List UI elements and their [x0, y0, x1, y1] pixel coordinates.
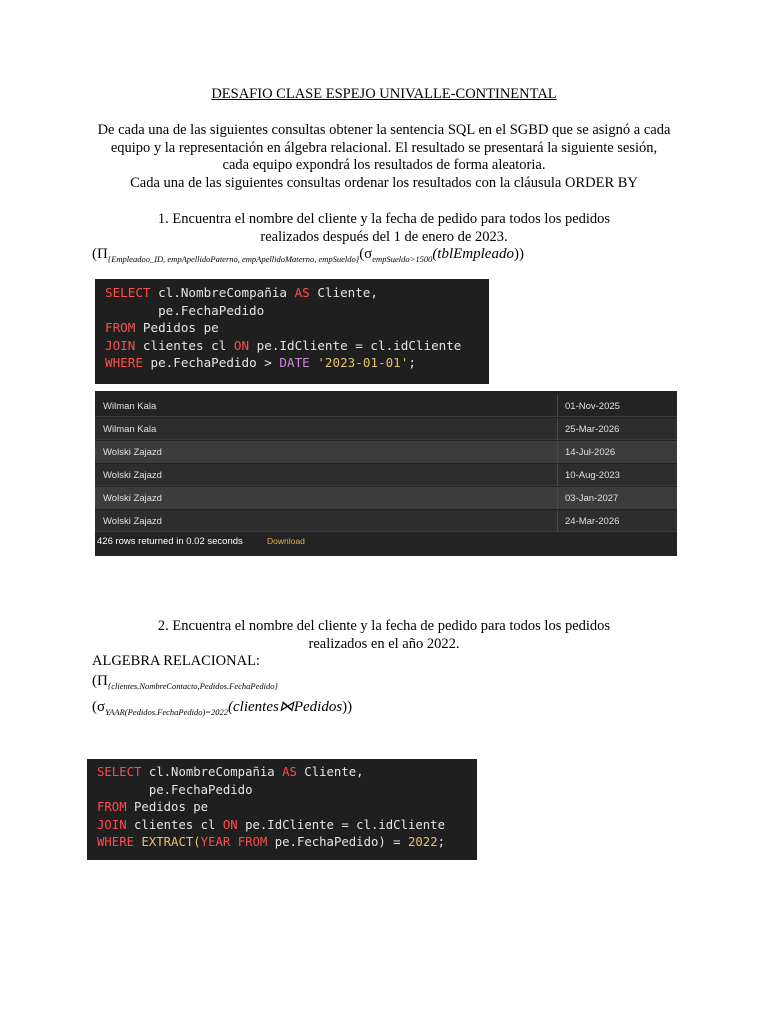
code-line — [97, 764, 467, 782]
relation-join: (clientes⋈Pedidos — [228, 699, 343, 715]
sql-code-block-2 — [87, 759, 477, 860]
code-text: ; — [408, 355, 416, 371]
cell-cliente: Wolski Zajazd — [103, 447, 162, 458]
keyword: JOIN — [97, 817, 127, 832]
table-row[interactable] — [95, 510, 677, 532]
cell-fecha: 25-Mar-2026 — [565, 424, 620, 435]
question-1-algebra — [92, 246, 524, 263]
question-2-projection — [92, 673, 278, 690]
cell-fecha: 03-Jan-2027 — [565, 493, 619, 504]
keyword-date: DATE — [279, 355, 310, 371]
code-text: pe.IdCliente = cl.idCliente — [249, 337, 462, 353]
string-literal: '2023-01-01' — [317, 355, 409, 371]
number-literal: 2022 — [408, 835, 438, 850]
code-text — [230, 835, 237, 849]
code-text: Pedidos pe — [126, 800, 209, 815]
column-divider — [557, 510, 558, 532]
algebra-close: )) — [342, 699, 353, 715]
function-name: EXTRACT( — [141, 835, 201, 850]
cell-fecha: 14-Jul-2026 — [565, 447, 616, 458]
keyword: FROM — [105, 320, 136, 336]
question-2 — [60, 618, 708, 653]
rows-returned-status: 426 rows returned in 0.02 seconds — [97, 536, 243, 547]
table-row[interactable] — [95, 487, 677, 509]
cell-cliente: Wilman Kala — [103, 424, 157, 435]
code-line — [105, 284, 479, 302]
algebra-label: ALGEBRA RELACIONAL: — [92, 653, 260, 669]
keyword: WHERE — [105, 355, 143, 371]
instructions-line: De cada una de las siguientes consultas obtener la sentencia SQL en el SGBD que se asignó a cada — [97, 122, 671, 138]
sigma-open: (σ — [359, 246, 373, 262]
column-divider — [557, 395, 558, 417]
instructions-paragraph — [60, 122, 708, 192]
cell-fecha: 10-Aug-2023 — [565, 470, 620, 481]
code-line — [105, 354, 479, 372]
table-row[interactable] — [95, 464, 677, 486]
code-text: clientes cl — [126, 817, 223, 832]
cell-cliente: Wilman Kala — [103, 401, 157, 412]
instructions-line: cada equipo expondrá los resultados de forma aleatoria. — [222, 157, 546, 173]
question-2-line: 2. Encuentra el nombre del cliente y la fecha de pedido para todos los pedidos — [157, 618, 611, 634]
table-row[interactable] — [95, 395, 677, 417]
column-divider — [557, 418, 558, 440]
question-2-selection — [92, 697, 352, 716]
keyword: YEAR — [200, 835, 231, 850]
sigma-open: (σ — [92, 699, 106, 715]
sql-code-block-1 — [95, 279, 489, 384]
cell-cliente: Wolski Zajazd — [103, 470, 162, 481]
keyword: ON — [222, 817, 238, 832]
algebra-open: (Π — [92, 673, 108, 689]
column-divider — [557, 487, 558, 509]
algebra-open: (Π — [92, 246, 108, 262]
code-text: Pedidos pe — [135, 320, 219, 336]
question-1 — [60, 211, 708, 246]
code-text: Cliente, — [309, 285, 378, 300]
keyword: AS — [294, 285, 310, 300]
keyword: FROM — [237, 835, 268, 850]
keyword: FROM — [97, 800, 127, 815]
download-link[interactable]: Download — [267, 536, 305, 546]
code-line: pe.FechaPedido — [97, 782, 253, 797]
question-1-line: 1. Encuentra el nombre del cliente y la fecha de pedido para todos los pedidos — [157, 211, 611, 227]
code-line — [97, 817, 467, 835]
keyword: SELECT — [97, 765, 142, 779]
selection-condition: empSueldo>1500 — [372, 254, 433, 264]
code-text: cl.NombreCompañia — [141, 765, 283, 779]
projection-attributes: {clientes.NombreContacto,Pedidos.FechaPedido} — [107, 681, 278, 691]
query-result-table — [95, 391, 677, 556]
algebra-close: )) — [513, 246, 524, 262]
table-row[interactable] — [95, 418, 677, 440]
question-2-line: realizados en el año 2022. — [308, 635, 460, 652]
code-text: cl.NombreCompañia — [150, 285, 295, 300]
code-line: pe.FechaPedido — [105, 302, 265, 318]
cell-cliente: Wolski Zajazd — [103, 516, 162, 527]
code-text: pe.IdCliente = cl.idCliente — [237, 817, 445, 832]
cell-cliente: Wolski Zajazd — [103, 493, 162, 504]
code-line — [97, 834, 467, 852]
keyword: SELECT — [105, 285, 151, 300]
keyword: JOIN — [105, 337, 136, 353]
code-line — [105, 337, 479, 355]
instructions-line: equipo y la representación en álgebra relacional. El resultado se presentará la siguiente sesión, — [110, 139, 658, 156]
keyword: ON — [233, 337, 250, 353]
code-text: pe.FechaPedido > — [142, 355, 280, 371]
question-1-line: realizados después del 1 de enero de 2023. — [260, 228, 508, 245]
cell-fecha: 24-Mar-2026 — [565, 516, 620, 527]
keyword: WHERE — [97, 835, 135, 850]
column-divider — [557, 464, 558, 486]
code-text: ; — [437, 835, 446, 850]
code-text: Cliente, — [296, 765, 364, 779]
keyword: AS — [282, 765, 297, 779]
selection-condition: YAAR(Pedidos.FechaPedido)=2022 — [105, 707, 229, 717]
code-text: clientes cl — [135, 337, 234, 353]
cell-fecha: 01-Nov-2025 — [565, 401, 620, 412]
code-line — [97, 799, 467, 817]
projection-attributes: {Empleadoo_ID, empApellidoPaterno, empApellidoMaterno, empSueldo} — [107, 254, 360, 264]
instructions-line: Cada una de las siguientes consultas ordenar los resultados con la cláusula ORDER BY — [130, 174, 638, 191]
document-title: DESAFIO CLASE ESPEJO UNIVALLE-CONTINENTAL — [211, 86, 557, 102]
code-line — [105, 319, 479, 337]
table-row[interactable] — [95, 441, 677, 463]
relation-name: (tblEmpleado — [432, 246, 514, 262]
code-text: pe.FechaPedido) = — [267, 835, 408, 850]
column-divider — [557, 441, 558, 463]
